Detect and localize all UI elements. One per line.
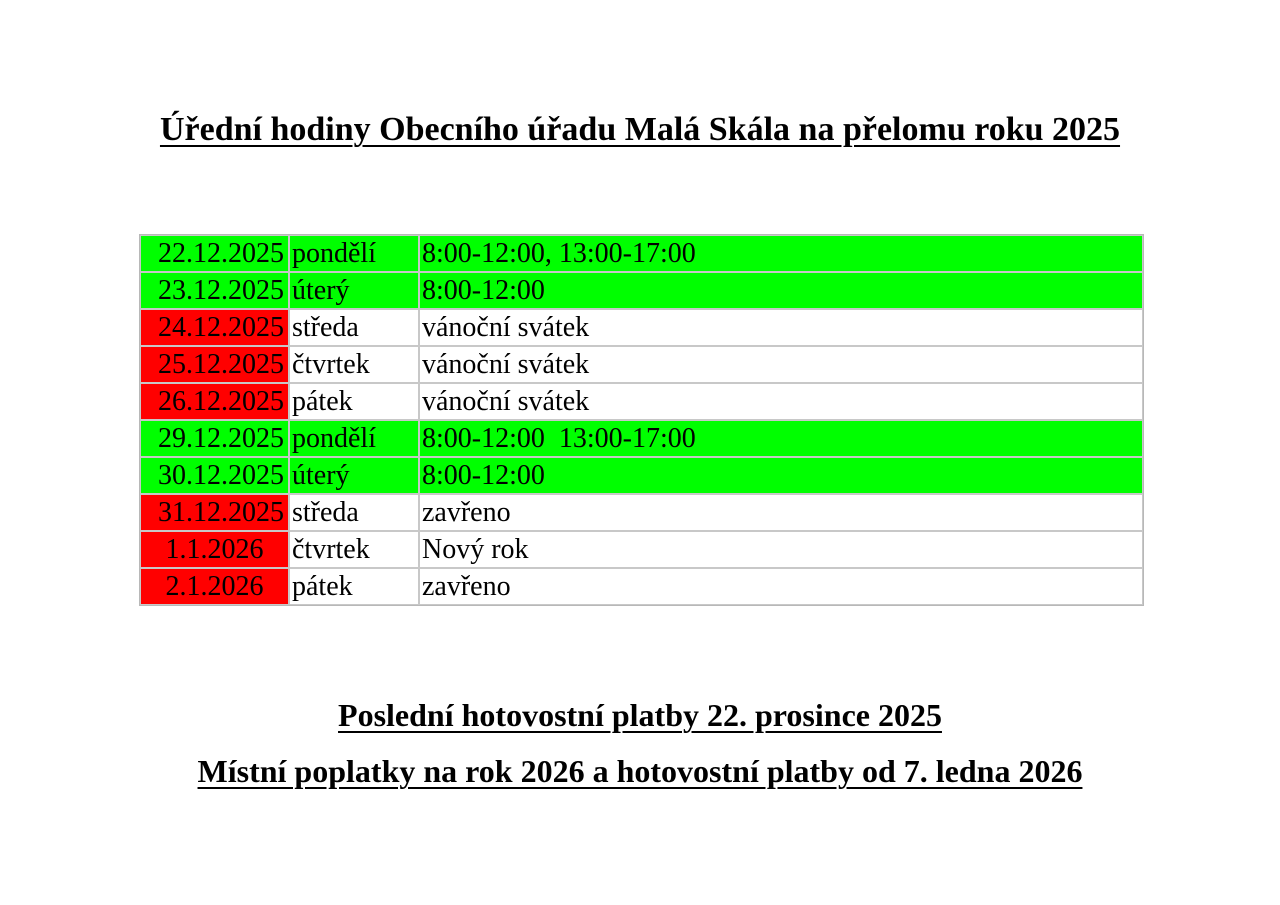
schedule-day-cell: čtvrtek xyxy=(289,531,419,568)
schedule-date-cell: 23.12.2025 xyxy=(140,272,289,309)
schedule-day-cell: středa xyxy=(289,309,419,346)
schedule-row xyxy=(140,568,1143,605)
schedule-day-cell: středa xyxy=(289,494,419,531)
schedule-hours-cell: zavřeno xyxy=(419,568,1143,605)
schedule-row xyxy=(140,420,1143,457)
last-cash-payment-notice: Poslední hotovostní platby 22. prosince 2025 xyxy=(338,697,942,733)
schedule-hours-cell: 8:00-12:00 xyxy=(419,457,1143,494)
schedule-day-cell: pondělí xyxy=(289,420,419,457)
schedule-hours-cell: 8:00-12:00, 13:00-17:00 xyxy=(419,235,1143,272)
schedule-hours-cell: vánoční svátek xyxy=(419,346,1143,383)
schedule-hours-cell: vánoční svátek xyxy=(419,309,1143,346)
schedule-date-cell: 24.12.2025 xyxy=(140,309,289,346)
schedule-hours-cell: vánoční svátek xyxy=(419,383,1143,420)
schedule-day-cell: pátek xyxy=(289,383,419,420)
schedule-row xyxy=(140,457,1143,494)
schedule-row xyxy=(140,531,1143,568)
schedule-day-cell: úterý xyxy=(289,272,419,309)
local-fees-notice: Místní poplatky na rok 2026 a hotovostní platby od 7. ledna 2026 xyxy=(197,753,1083,789)
schedule-row xyxy=(140,494,1143,531)
schedule-hours-cell: zavřeno xyxy=(419,494,1143,531)
schedule-hours-cell: 8:00-12:00 13:00-17:00 xyxy=(419,420,1143,457)
schedule-day-cell: pátek xyxy=(289,568,419,605)
schedule-date-cell: 25.12.2025 xyxy=(140,346,289,383)
schedule-day-cell: čtvrtek xyxy=(289,346,419,383)
schedule-row xyxy=(140,235,1143,272)
schedule-day-cell: úterý xyxy=(289,457,419,494)
office-hours-table xyxy=(139,234,1144,606)
schedule-hours-cell: 8:00-12:00 xyxy=(419,272,1143,309)
page-title: Úřední hodiny Obecního úřadu Malá Skála na přelomu roku 2025 xyxy=(159,111,1121,148)
schedule-day-cell: pondělí xyxy=(289,235,419,272)
schedule-row xyxy=(140,309,1143,346)
schedule-row xyxy=(140,346,1143,383)
schedule-date-cell: 1.1.2026 xyxy=(140,531,289,568)
schedule-row xyxy=(140,272,1143,309)
schedule-hours-cell: Nový rok xyxy=(419,531,1143,568)
schedule-date-cell: 31.12.2025 xyxy=(140,494,289,531)
schedule-date-cell: 22.12.2025 xyxy=(140,235,289,272)
schedule-row xyxy=(140,383,1143,420)
schedule-date-cell: 26.12.2025 xyxy=(140,383,289,420)
schedule-body xyxy=(140,235,1143,605)
schedule-date-cell: 29.12.2025 xyxy=(140,420,289,457)
schedule-date-cell: 30.12.2025 xyxy=(140,457,289,494)
schedule-date-cell: 2.1.2026 xyxy=(140,568,289,605)
